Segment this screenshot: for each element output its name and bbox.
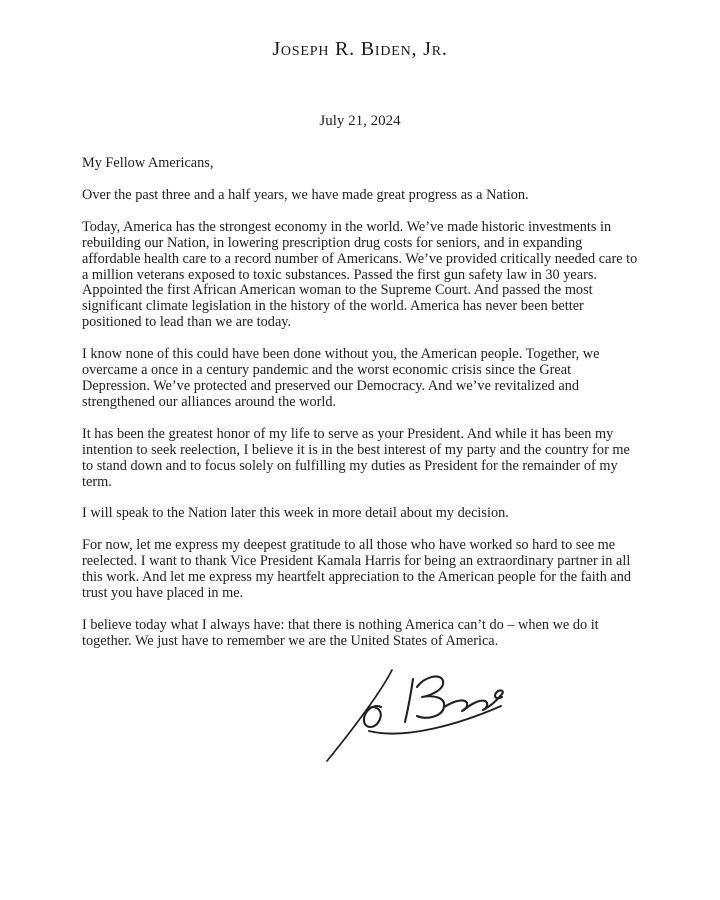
letter-paragraph: I believe today what I always have: that there is nothing America can’t do – when we do it together. We just have to remember we are the United States of America. (82, 616, 599, 649)
letter-body (82, 156, 640, 650)
letter-paragraph: Today, America has the strongest economy in the world. We’ve made historic investments in rebuilding our Nation, in lowering prescription drug costs for seniors, and in expanding affordable health care to a record number of Americans. We’ve provided critically needed care to a million veterans exposed to toxic substances. Passed the first gun safety law in 30 years. Appointed the first African American woman to the Supreme Court. And passed the most significant climate legislation in the history of the world. America has never been better positioned to lead than we are today. (82, 218, 638, 331)
letter-paragraph: Over the past three and a half years, we have made great progress as a Nation. (82, 186, 529, 203)
signature-image (320, 664, 525, 764)
salutation: My Fellow Americans, (82, 155, 214, 171)
letterhead-name: Joseph R. Biden, Jr. (272, 38, 448, 60)
signature-svg (320, 664, 525, 764)
letter-paragraph: For now, let me express my deepest gratitude to all those who have worked so hard to see me reelected. I want to thank Vice President Kamala Harris for being an extraordinary partner in all this work. And let me express my heartfelt appreciation to the American people for the faith and trust you have placed in me. (82, 537, 632, 602)
letter-paragraph: I know none of this could have been done without you, the American people. Together, we overcame a once in a century pandemic and the worst economic crisis since the Great Depression. We’ve protected and preserved our Democracy. And we’ve revitalized and strengthened our alliances around the world. (82, 346, 600, 410)
letter-paragraph: I will speak to the Nation later this week in more detail about my decision. (82, 505, 509, 522)
letter-date: July 21, 2024 (319, 113, 401, 129)
letter-paragraph: It has been the greatest honor of my life to serve as your President. And while it has been my intention to seek reelection, I believe it is in the best interest of my party and the country for me to stand down and to focus solely on fulfilling my duties as President for the remainder of my term. (82, 425, 630, 490)
